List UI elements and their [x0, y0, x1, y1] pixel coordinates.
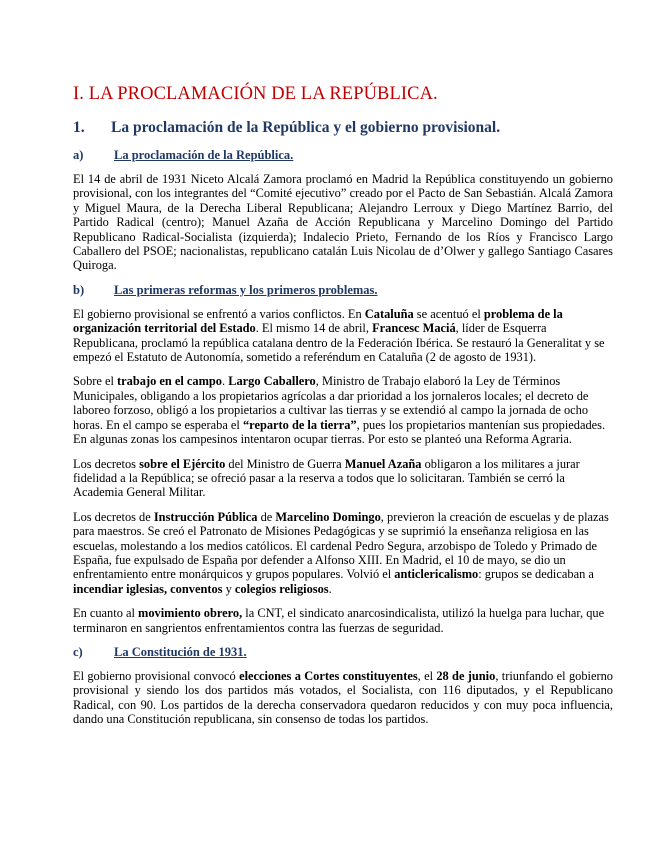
subheading-a [73, 148, 613, 163]
text-run: obligaron a los militares a jurar fidelidad a la República; se ofreció pasar a la reserva a todos que lo solicitaran. También se cerró la Academia General Militar. [73, 456, 580, 500]
paragraph-b1 [73, 307, 613, 365]
paragraph-b2 [73, 374, 613, 446]
bold-run: Cataluña [364, 306, 414, 321]
bold-run: Manuel Azaña [344, 456, 422, 471]
text-run: de [257, 509, 276, 524]
text-run: , previeron la creación de escuelas y de plazas para maestros. Se creó el Patronato de Misiones Pedagógicas y se suprimió la enseñanza religiosa en las escuelas, molestando a los medios católicos. El cardenal Pedro Segura, arzobispo de Toledo y Primado de España, fue expulsado de España por defender a Alfonso XIII. En Madrid, el 10 de mayo, se dio un enfrentamiento entre monárquicos y grupos populares. Volvió el [73, 509, 609, 582]
paragraph-b5 [73, 606, 613, 635]
text-run: , triunfando el gobierno provisional y siendo los dos partidos más votados, el Socialista, con 116 diputados, y el Republicano Radical, con 90. Los partidos de la derecha conservadora quedaron reducidos y con muy poca influencia, dando una Constitución republicana, sin consenso de todas los partidos. [73, 668, 613, 727]
section-number: 1. [73, 119, 85, 136]
bold-run: 28 de junio [436, 668, 496, 683]
text-run: . [328, 581, 332, 596]
subheading-b [73, 283, 613, 298]
subheading-letter: c) [73, 644, 83, 659]
section-title-text: La proclamación de la República y el gobierno provisional. [111, 119, 501, 136]
subheading-text: La proclamación de la República. [114, 148, 294, 162]
bold-run: anticlericalismo [394, 567, 479, 582]
bold-run: “reparto de la tierra” [242, 417, 357, 432]
text-run: del Ministro de Guerra [225, 456, 345, 471]
text-run: En cuanto al [73, 606, 139, 621]
subheading-c [73, 645, 613, 660]
bold-run: problema de la organización territorial del Estado [73, 306, 563, 336]
text-run: . [222, 374, 229, 389]
section-heading-1 [73, 119, 613, 137]
paragraph-c1 [73, 669, 613, 727]
text-run: , Ministro de Trabajo elaboró la Ley de Términos Municipales, obligando a los propietarios agrícolas a dar prioridad a los jornaleros locales; el decreto de laboreo forzoso, obligó a los propietarios a cultivar las tierras y se extendió al campo la jornada de ocho horas. En el campo se esperaba el [73, 374, 589, 432]
bold-run: movimiento obrero, [138, 606, 243, 621]
subheading-letter: a) [73, 148, 84, 162]
main-title: I. LA PROCLAMACIÓN DE LA REPÚBLICA. [73, 84, 438, 104]
bold-run: Francesc Maciá [372, 321, 456, 336]
bold-run: elecciones a Cortes constituyentes [239, 668, 418, 683]
bold-run: colegios religiosos [234, 581, 329, 596]
text-run: y [222, 581, 235, 596]
text-run: se acentuó el [413, 306, 484, 321]
paragraph-b4 [73, 510, 613, 596]
text-run: El gobierno provisional convocó [73, 668, 240, 683]
text-run: la CNT, el sindicato anarcosindicalista, utilizó la huelga para luchar, que terminaron en sangrientos enfrentamientos contra las fuerzas de seguridad. [73, 606, 605, 635]
text-run: Los decretos de [73, 509, 154, 524]
text-run: , el [417, 668, 437, 683]
paragraph-b3 [73, 457, 613, 500]
text-run: Los decretos [73, 456, 140, 471]
bold-run: Largo Caballero [228, 374, 316, 389]
text-run: El gobierno provisional se enfrentó a varios conflictos. En [73, 306, 365, 321]
text-run: , líder de Esquerra Republicana, proclamó la república catalana dentro de la Federación Ibérica. Se restauró la Generalitat y se empezó el Estatuto de Autonomía, sometido a referéndum en Cataluña (2 de agosto de 1931). [73, 321, 605, 365]
subheading-text: Las primeras reformas y los primeros problemas. [114, 282, 378, 297]
text-run: Sobre el [73, 374, 118, 389]
text-run: : grupos se dedicaban a [478, 567, 594, 582]
text-run: . El mismo 14 de abril, [255, 321, 373, 336]
subheading-letter: b) [73, 282, 85, 297]
bold-run: incendiar iglesias, conventos [73, 581, 223, 596]
bold-run: Instrucción Pública [153, 509, 258, 524]
subheading-text: La Constitución de 1931. [114, 644, 247, 659]
bold-run: trabajo en el campo [117, 374, 223, 389]
bold-run: sobre el Ejército [139, 456, 226, 471]
bold-run: Marcelino Domingo [275, 509, 381, 524]
text-run: , pues los propietarios mantenían sus propiedades. En algunas zonas los campesinos intentaron ocupar tierras. Por esto se planteó una Reforma Agraria. [73, 417, 606, 447]
paragraph-a1: El 14 de abril de 1931 Niceto Alcalá Zamora proclamó en Madrid la República constituyendo un gobierno provisional, con los integrantes del “Comité ejecutivo” creado por el Pacto de San Sebastián. Alcalá Zamora y Miguel Maura, de la Derecha Liberal Republicana; Alejandro Lerroux y Diego Martínez Barrio, del Partido Radical (centro); Manuel Azaña de Acción Republicana y Marcelino Domingo del Partido Republicano Radical-Socialista (izquierda); Indalecio Prieto, Fernando de los Ríos y Francisco Largo Caballero del PSOE; nacionalistas, republicano catalán Luis Nicolau de d’Olwer y gallego Santiago Casares Quiroga. [73, 172, 613, 273]
